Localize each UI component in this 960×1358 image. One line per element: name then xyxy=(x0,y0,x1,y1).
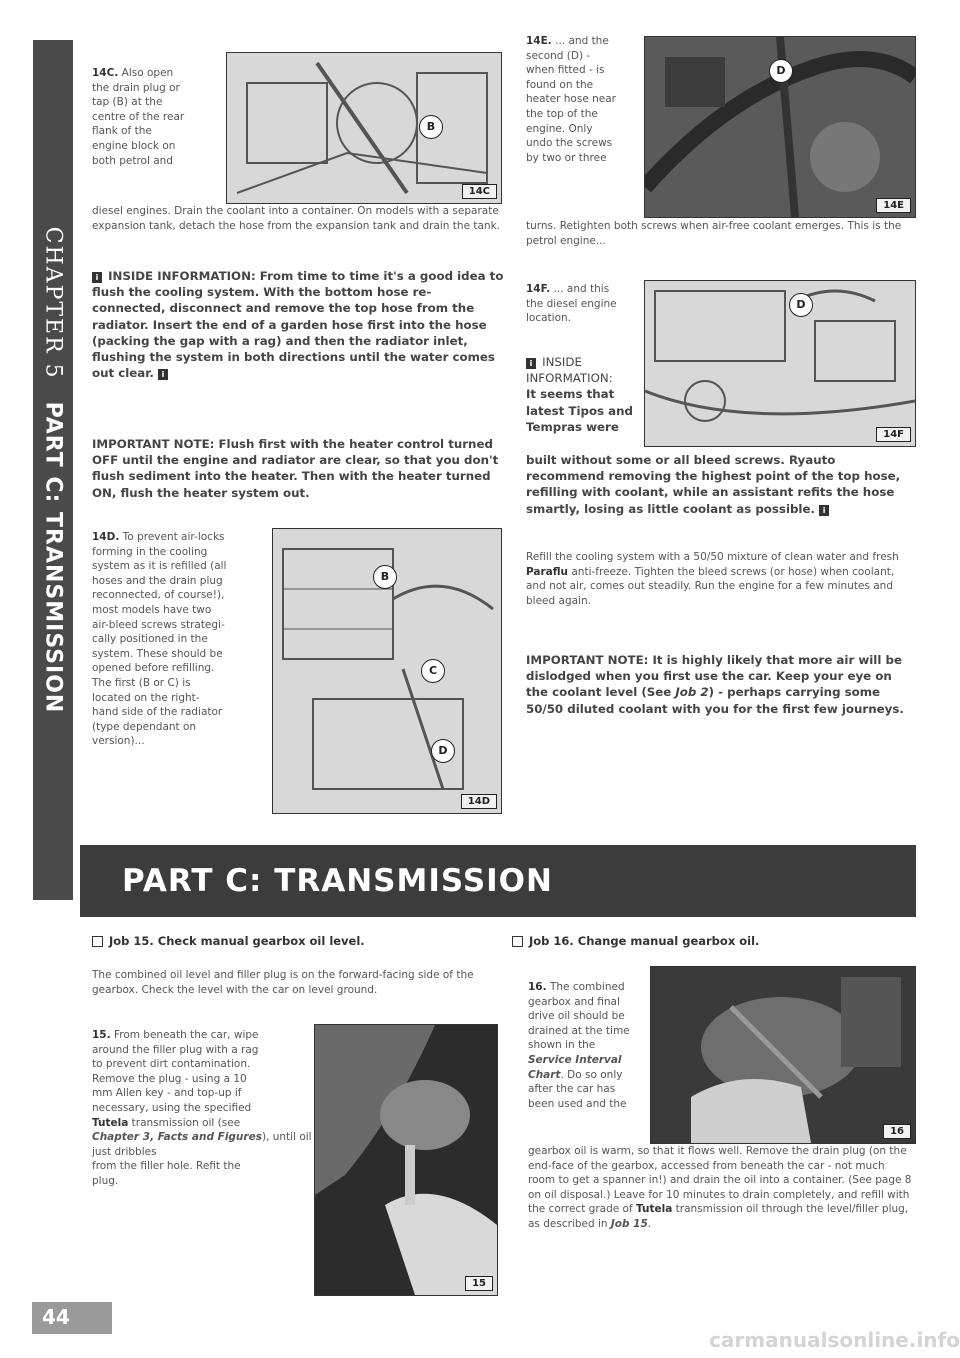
callout-b: B xyxy=(419,115,443,139)
gearbox-photo xyxy=(315,1025,497,1295)
job-16-wrap: 16. The combined gearbox and final drive oil should be drained at the time shown in the Service Interval Chart. Do so only after the car has been used and the xyxy=(528,981,630,1110)
chapter-sidebar xyxy=(33,40,73,900)
job-15-text: 15. From beneath the car, wipe around the filler plug with a rag to prevent dirt contamination. Remove the plug - using a 10 mm Allen key - and top-up if necessary, using the specified Tutela transmission oil (see Chapter 3, Facts and Figures), until oil just dribbles from the filler hole. Refit the plug. xyxy=(92,1029,312,1187)
info-icon: i xyxy=(92,272,102,283)
figure-label: 14F xyxy=(876,427,911,442)
info-icon: i xyxy=(819,505,829,516)
figure-label: 15 xyxy=(465,1276,493,1291)
diesel-engine-drawing xyxy=(645,281,915,446)
figure-14e xyxy=(644,36,916,218)
drain-plug-photo xyxy=(651,967,915,1143)
figure-label: 14D xyxy=(461,794,497,809)
section-14e-text: turns. Retighten both screws when air-free coolant emerges. This is the petrol engine... xyxy=(526,220,902,247)
page-number: 44 xyxy=(42,1305,70,1329)
callout-c: C xyxy=(421,659,445,683)
job-15-intro: The combined oil level and filler plug is on the forward-facing side of the gearbox. Check the level with the car on level ground. xyxy=(92,969,474,996)
figure-14d xyxy=(272,528,502,814)
sidebar-chapter: CHAPTER 5 xyxy=(40,226,66,380)
engine-block-drawing xyxy=(227,53,501,203)
job-16-text: gearbox oil is warm, so that it flows well. Remove the drain plug (on the end-face of the gearbox, accessed from beneath the car - not much room to get a spanner in!) and drain the oil into a container. (See page 8 on oil disposal.) Leave for 10 minutes to drain completely, and refill with the correct grade of Tutela transmission oil through the level/filler plug, as described in Job 15. xyxy=(528,1145,912,1230)
figure-label: 14C xyxy=(462,184,497,199)
section-14d-text: 14D. To prevent air-locks forming in the cooling system as it is refilled (all hoses and the drain plug reconnected, of course!), most models have two air-bleed screws strategi- cally positioned in the system. These should be opened before refilling. The first (B or C) is located on the right- hand side of the radiator (type dependant on version)... xyxy=(92,531,227,748)
section-14c-text: diesel engines. Drain the coolant into a container. On models with a separate expansion tank, detach the hose from the expansion tank and drain the tank. xyxy=(92,205,500,232)
section-14e-wrap: 14E. ... and the second (D) - when fitted - is found on the heater hose near the top of the engine. Only undo the screws by two or three xyxy=(526,35,616,164)
inside-information-2-wrap: i INSIDE INFORMATION: It seems that latest Tipos and Tempras were xyxy=(526,355,633,434)
sidebar-part: PART C: TRANSMISSION xyxy=(40,401,66,714)
callout-d: D xyxy=(789,293,813,317)
refill-paragraph: Refill the cooling system with a 50/50 mixture of clean water and fresh Paraflu anti-freeze. Tighten the bleed screws (or hose) when coolant, and not air, comes out steadily. Run the engine for a few minutes and bleed again. xyxy=(526,551,899,607)
callout-d: D xyxy=(769,59,793,83)
part-banner xyxy=(80,845,916,917)
figure-15 xyxy=(314,1024,498,1296)
important-note-2: IMPORTANT NOTE: It is highly likely that more air will be dislodged when you first use the car. Keep your eye on the coolant level (See Job 2) - perhaps carrying some 50/50 diluted coolant with you for the first few journeys. xyxy=(526,653,904,716)
info-icon: i xyxy=(526,358,536,369)
page-number-tab xyxy=(32,1302,112,1334)
figure-label: 14E xyxy=(876,198,911,213)
figure-14f xyxy=(644,280,916,447)
watermark: carmanualsonline.info xyxy=(709,1328,960,1352)
callout-b: B xyxy=(373,565,397,589)
inside-information-1: i INSIDE INFORMATION: From time to time it's a good idea to flush the cooling system. With the bottom hose re-connected, disconnect and remove the top hose from the radiator. Insert the end of a garden hose first into the hose (packing the gap with a rag) and then the radiator inlet, flushing the system in both directions until the water comes out clear. i xyxy=(92,269,504,381)
section-14c-wrap: 14C. Also open the drain plug or tap (B) at the centre of the rear flank of the engine block on both petrol and xyxy=(92,67,185,167)
checkbox-icon[interactable] xyxy=(92,936,103,947)
figure-16 xyxy=(650,966,916,1144)
info-icon: i xyxy=(158,369,168,380)
checkbox-icon[interactable] xyxy=(512,936,523,947)
figure-label: 16 xyxy=(883,1124,911,1139)
job-16-heading: Job 16. Change manual gearbox oil. xyxy=(512,934,912,948)
job-15-heading: Job 15. Check manual gearbox oil level. xyxy=(92,934,492,948)
banner-title: PART C: TRANSMISSION xyxy=(122,863,553,899)
important-note-1: IMPORTANT NOTE: Flush first with the heater control turned OFF until the engine and radiator are clear, so that you don't flush sediment into the heater. Then with the heater turned ON, flush the heater system out. xyxy=(92,437,499,500)
callout-d: D xyxy=(431,739,455,763)
section-14f-text: 14F. ... and this the diesel engine location. xyxy=(526,283,617,325)
figure-14c xyxy=(226,52,502,204)
inside-information-2-text: built without some or all bleed screws. Ryauto recommend removing the highest point of the top hose, refilling with coolant, while an assistant refits the hose smartly, losing as little coolant as possible. i xyxy=(526,453,901,516)
